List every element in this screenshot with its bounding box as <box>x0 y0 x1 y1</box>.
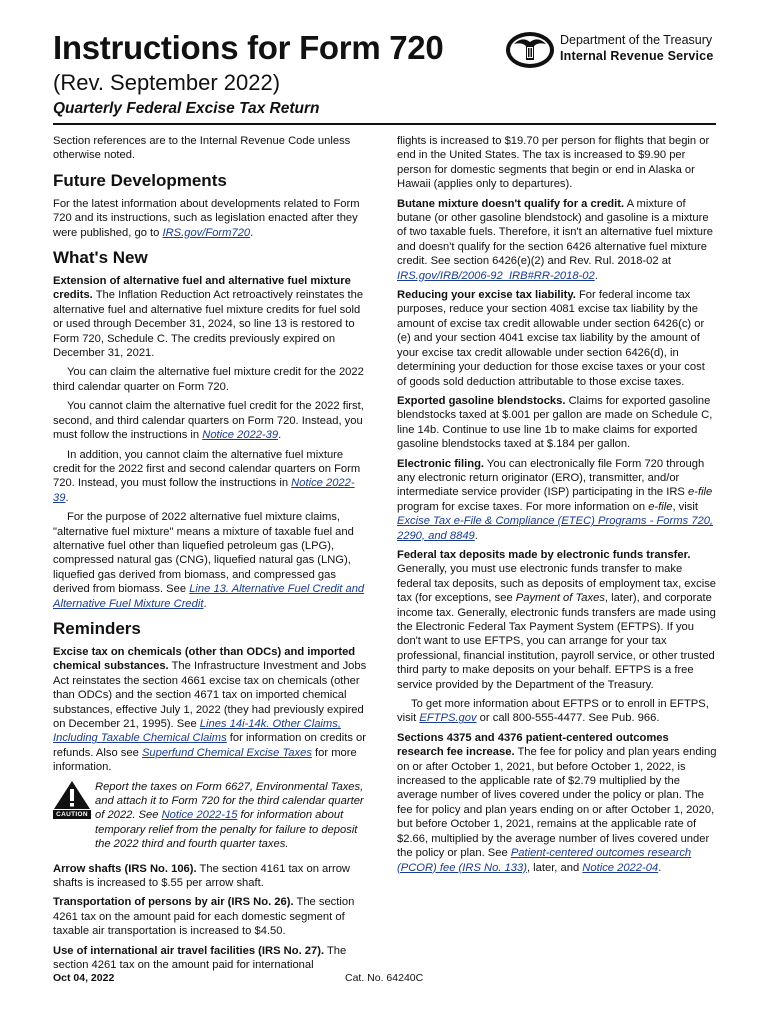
etec-programs-link[interactable]: Excise Tax e-File & Compliance (ETEC) Programs - Forms 720, 2290, and 8849 <box>397 515 714 542</box>
caution-label: CAUTION <box>53 810 91 819</box>
intl-air-paragraph: Use of international air travel facilities (IRS No. 27). The section 4261 tax on the amount paid for international <box>53 944 347 972</box>
purpose-paragraph: For the purpose of 2022 alternative fuel mixture claims, "alternative fuel mixture" means a mixture of taxable fuel and alternative fuel other than liquefied petroleum gas (LPG), compressed natural gas (CNG), liquefied natural gas (LNG), liquefied gas derived from biomass, and compressed gas derived from biomass. See Line 13. Alternative Fuel Credit and Alternative Fuel Mixture Credit. <box>53 511 365 610</box>
irs-eagle-logo-icon <box>504 30 556 70</box>
superfund-link[interactable]: Superfund Chemical Excise Taxes <box>141 746 312 759</box>
irs-line: Internal Revenue Service <box>560 49 714 63</box>
header-rule <box>53 123 716 125</box>
future-developments-heading: Future Developments <box>53 170 227 190</box>
arrow-shafts-paragraph: Arrow shafts (IRS No. 106). The section 4161 tax on arrow shafts is increased to $.55 per arrow shaft. <box>53 862 351 890</box>
caution-icon <box>53 780 91 819</box>
butane-paragraph: Butane mixture doesn't qualify for a credit. A mixture of butane (or other gasoline blendstock) and gasoline is a mixture of two taxable fuels. Therefore, it isn't an alternative fuel mixture and doesn't qualify for the section 6426 alternative fuel mixture credit. See section 6426(e)(2) and Rev. Rul. 2018-02 at IRS.gov/IRB/2006-92_IRB#RR-2018-02. <box>397 197 713 282</box>
pcor-fee-paragraph: Sections 4375 and 4376 patient-centered outcomes research fee increase. The fee for policy and plan years ending on or after October 1, 2021, but before October 1, 2022, is increased to the applicable rate of $2.79 multiplied by the average number of lives covered under the policy or plan. The fee for policy and plan years ending on or after October 1, 2020, but before October 1, 2021, remains at the applicable rate of $2.66, multiplied by the average number of lives covered under the policy or plan. See Patient-centered outcomes research (PCOR) fee (IRS No. 133), later, and Notice 2022-04. <box>397 731 717 874</box>
agency-name <box>560 32 713 64</box>
exported-blendstocks-paragraph: Exported gasoline blendstocks. Claims for exported gasoline blendstocks taxed at $.001 per gallon are made on Schedule C, line 14b. Continue to use line 1b to make claims for exported gasoline blendstocks taxed at $.184 per gallon. <box>397 394 713 451</box>
intro-text: Section references are to the Internal Revenue Code unless otherwise noted. <box>53 135 351 162</box>
notice-2022-15-link[interactable]: Notice 2022-15 <box>161 809 238 822</box>
caution-box <box>53 780 368 852</box>
alt-fuel-paragraph: Extension of alternative fuel and alternative fuel mixture credits. The Inflation Reduction Act retroactively reinstates the alternative fuel and alternative fuel mixture credits for fuel sold or used through December 31, 2024, so line 13 is restored to Form 720, Schedule C. The credits previously expired on December 31, 2021. <box>53 275 364 360</box>
electronic-filing-paragraph: Electronic filing. You can electronically file Form 720 through any electronic return originator (ERO), transmitter, and/or intermediate service provider (ISP) participating in the IRS e-file program for excise taxes. For more information on e-file, visit Excise Tax e-File & Compliance (ETEC) Programs - Forms 720, 2290, and 8849. <box>397 457 714 542</box>
notice-2022-04-link[interactable]: Notice 2022-04 <box>582 861 659 874</box>
document-title: Instructions for Form 720 <box>53 29 444 66</box>
notice-2022-39-link[interactable]: Notice 2022-39 <box>202 429 279 442</box>
eftps-link[interactable]: EFTPS.gov <box>419 712 477 725</box>
rev-rul-link[interactable]: IRS.gov/IRB/2006-92_IRB#RR-2018-02 <box>397 269 595 282</box>
lines-14i-14k-link[interactable]: Lines 14i-14k. Other Claims, Including Taxable Chemical Claims <box>53 718 341 745</box>
eft-deposits-paragraph: Federal tax deposits made by electronic funds transfer. Generally, you must use electronic funds transfer to make federal tax deposits, such as deposits of employment tax, excise tax (for exceptions, see Payment of Taxes, later), and corporate income tax. Generally, electronic funds transfers are made using the Electronic Federal Tax Payment System (EFTPS). If you don't want to use EFTPS, you can arrange for your tax professional, financial institution, payroll service, or other trusted third party to make deposits on your behalf. EFTPS is a free service provided by the Department of the Treasury. <box>397 548 717 691</box>
future-developments-text: For the latest information about developments related to Form 720 and its instructions, such as legislation enacted after they were published, go to IRS.gov/Form720. <box>53 197 360 239</box>
left-column <box>53 134 368 978</box>
claim-paragraph: You can claim the alternative fuel mixture credit for the 2022 third calendar quarter on Form 720. <box>53 366 364 393</box>
document-subtitle: Quarterly Federal Excise Tax Return <box>53 100 320 117</box>
pcor-fee-link[interactable]: Patient-centered outcomes research (PCOR) fee (IRS No. 133) <box>397 847 692 874</box>
line-13-link[interactable]: Line 13. Alternative Fuel Credit and Alternative Fuel Mixture Credit <box>53 583 365 610</box>
cannot-claim-paragraph-2: In addition, you cannot claim the alternative fuel mixture credit for the 2022 first and second calendar quarters on Form 720. Instead, you must follow the instructions in Notice 2022-39. <box>53 448 361 504</box>
cannot-claim-paragraph-1: You cannot claim the alternative fuel credit for the 2022 first, second, and third calendar quarters on Form 720. Instead, you must follow the instructions in Notice 2022-39. <box>53 400 364 442</box>
intl-air-continued: flights is increased to $19.70 per person for flights that begin or end in the United States. The tax is increased to $9.90 per person for domestic segments that begin or end in Alaska or Hawaii (applies only to departures). <box>397 135 710 191</box>
reducing-liability-paragraph: Reducing your excise tax liability. For federal income tax purposes, reduce your section 4081 excise tax liability by the amount of excise tax credit allowable under section 6426(c) or (e) and your section 4041 excise tax liability by the amount of your excise tax credit allowable under section 6426(d), in determining your deduction for those excise taxes or your cost of goods sold deduction attributable to those excise taxes. <box>397 289 705 388</box>
department-line: Department of the Treasury <box>560 33 713 47</box>
whats-new-heading: What's New <box>53 248 148 268</box>
caution-text: Report the taxes on Form 6627, Environmental Taxes, and attach it to Form 720 for the third calendar quarter of 2022. See Notice 2022-15 for information about temporary relief from the penalty for failure to deposit the 2022 third and fourth quarter taxes. <box>95 780 364 851</box>
air-transport-paragraph: Transportation of persons by air (IRS No. 26). The section 4261 tax on the amount paid for each domestic segment of taxable air transportation is increased to $4.50. <box>53 896 355 938</box>
notice-2022-39-link-2[interactable]: Notice 2022-39 <box>53 477 355 504</box>
reminders-heading: Reminders <box>53 618 141 638</box>
right-column <box>397 134 717 880</box>
footer-date: Oct 04, 2022 <box>53 972 115 984</box>
irs-form720-link[interactable]: IRS.gov/Form720 <box>162 226 251 239</box>
revision-date: (Rev. September 2022) <box>53 70 281 95</box>
eftps-info-paragraph: To get more information about EFTPS or to enroll in EFTPS, visit EFTPS.gov or call 800-555-4477. See Pub. 966. <box>397 698 709 725</box>
catalog-number: Cat. No. 64240C <box>345 972 424 984</box>
chemicals-paragraph: Excise tax on chemicals (other than ODCs) and imported chemical substances. The Infrastructure Investment and Jobs Act reinstates the section 4661 excise tax on chemicals (other than ODCs) and the section 4671 tax on imported chemical substances, effective July 1, 2022 (they had previously expired on December 21, 1995). See Lines 14i-14k. Other Claims, Including Taxable Chemical Claims for information on credits or refunds. Also see Superfund Chemical Excise Taxes for more information. <box>53 645 367 774</box>
